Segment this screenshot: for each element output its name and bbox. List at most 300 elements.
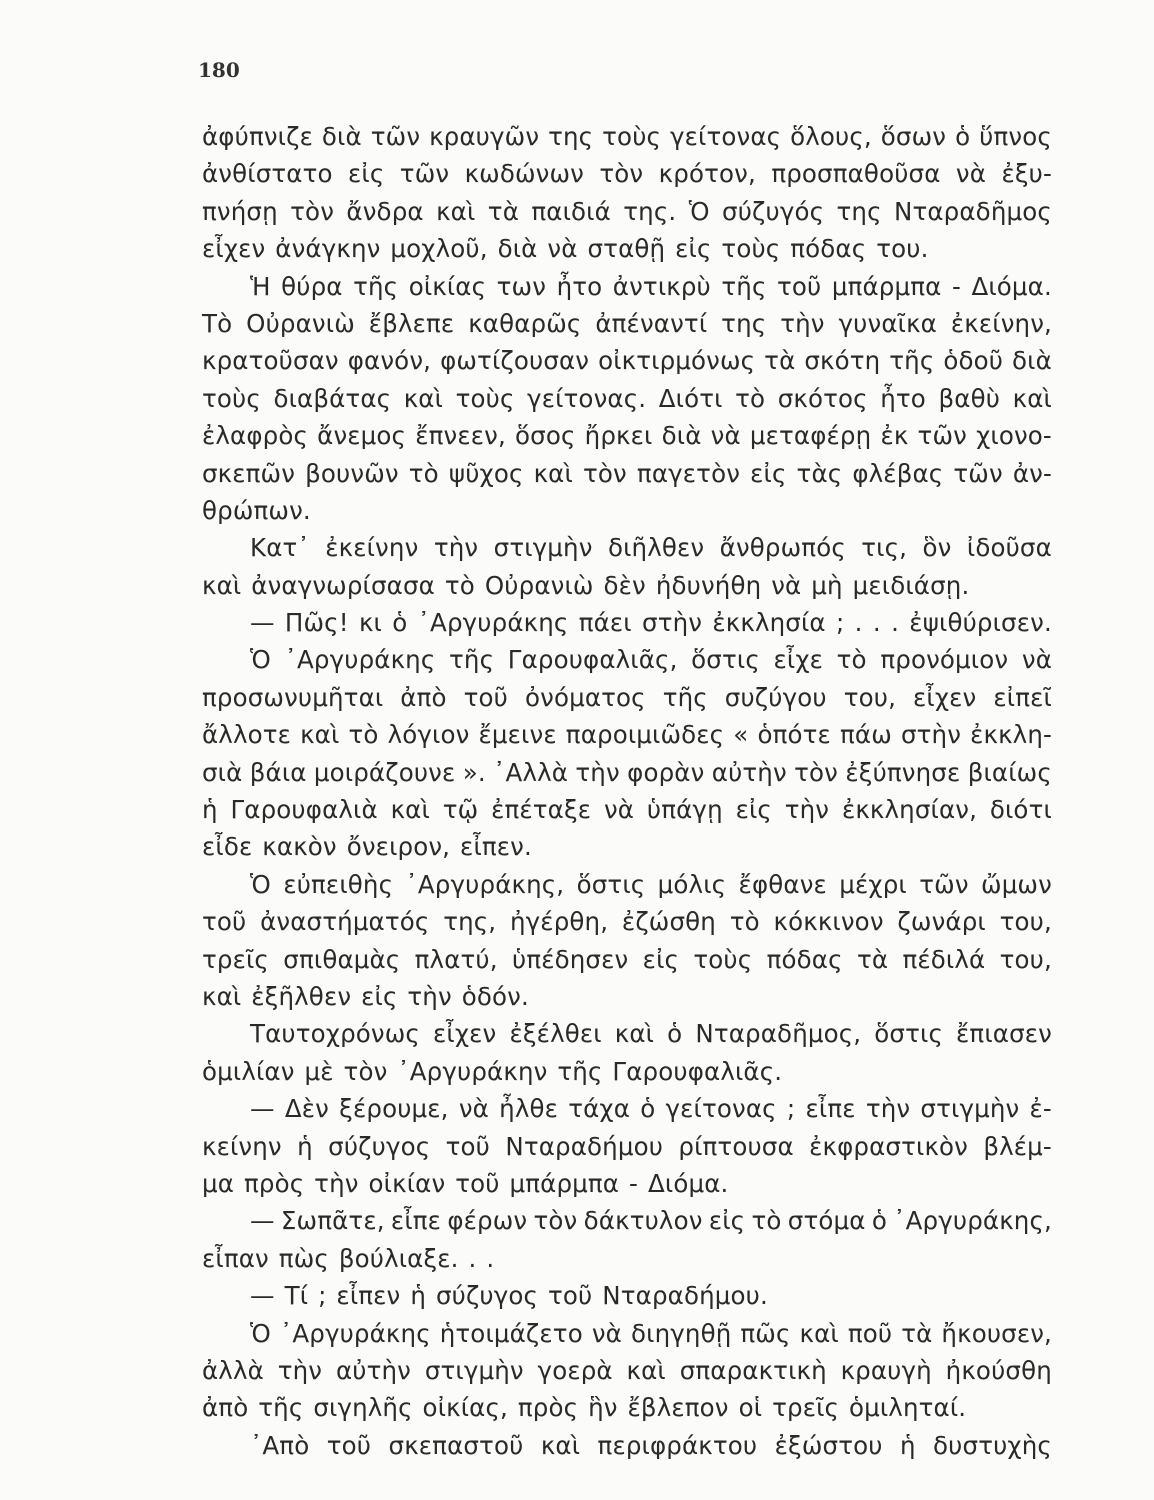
word: — [250, 1094, 275, 1124]
page-number: 180 [198, 58, 240, 82]
word: ἀνθίστατο [202, 159, 333, 189]
word: « [733, 720, 749, 750]
word: γείτονας [670, 122, 782, 151]
text-line [202, 1165, 1052, 1202]
word: παροιμιῶδες [565, 720, 725, 750]
word: καὶ [1012, 383, 1052, 413]
word: ἐ- [1029, 1094, 1052, 1124]
word: Ταυτοχρόνως [250, 1019, 420, 1049]
word: ᾽Αργυράκης, [405, 869, 565, 899]
word: κρότον, [658, 159, 756, 189]
word: σκότη [804, 346, 881, 376]
word: τῆς [353, 271, 399, 301]
word: ἔβλεπε [368, 308, 455, 338]
text-line [202, 1352, 1052, 1389]
word: ἡ [202, 795, 218, 825]
word: φορὰν [627, 757, 705, 787]
word: ἄνδρα [346, 196, 424, 226]
word: στιγμὴν [424, 1355, 524, 1385]
word: σκότος [777, 383, 868, 413]
word: τῆς [889, 346, 935, 376]
word: Ὁ [250, 869, 271, 899]
text-line-content: εἶπαν πὼς βούλιαξε. . . [202, 1243, 495, 1273]
text-line [202, 754, 1052, 791]
word: ὁ [392, 608, 408, 638]
word: προνόμιον [880, 645, 1009, 675]
word: τὸ [751, 1206, 782, 1236]
word: ἀπέναντί [595, 308, 708, 338]
word: εὐπειθὴς [283, 869, 394, 899]
word: καὶ [390, 795, 430, 825]
word: φλέβας [852, 458, 944, 488]
word: νὰ [710, 421, 741, 451]
word: ὁ [871, 1206, 887, 1236]
text-line [202, 193, 1052, 230]
word: θύρα [281, 271, 343, 301]
word: Ἡ [250, 271, 271, 301]
word: ; [786, 1094, 796, 1124]
word: Οὐρανιὼ [246, 308, 355, 338]
word: Ὁ [688, 196, 710, 226]
text-line [202, 1053, 1052, 1090]
word: τὰ [764, 346, 796, 376]
word: διὰ [1012, 346, 1052, 376]
text-line [202, 1090, 1052, 1127]
word: ἐπέταξε [491, 795, 592, 825]
text-line [202, 268, 1052, 305]
word: ἦλθε [499, 1094, 558, 1124]
word: ἐκκλησία [712, 608, 826, 638]
word: Διότι [658, 383, 723, 413]
word: διαβάτας [273, 383, 392, 413]
word: νὰ [603, 795, 635, 825]
word: ἀφύπνιζε [202, 122, 313, 151]
text-line [202, 155, 1052, 192]
word: ἡ [297, 1131, 313, 1161]
word: μεταφέρῃ [749, 421, 872, 451]
word: πνήσῃ [202, 196, 278, 226]
word: γοερὰ [537, 1355, 613, 1385]
word: ᾽Αλλὰ [493, 757, 569, 787]
word: Πῶς! [284, 608, 349, 638]
text-line [202, 1202, 1052, 1239]
word: — [250, 1206, 275, 1236]
word: ἐκκλησίαν, [841, 795, 978, 825]
word: ἐξύπνησε [845, 757, 961, 787]
word: ὤμων [981, 869, 1052, 899]
word: κρατοῦσαν [202, 346, 339, 376]
word: ρίπτουσα [678, 1131, 794, 1161]
word: ἦτο [880, 383, 926, 413]
word: ᾽Απὸ [250, 1430, 310, 1460]
word: νὰ [458, 1094, 489, 1124]
word: . [891, 608, 900, 638]
word: μέχρι [839, 869, 907, 899]
word: - [951, 271, 961, 301]
word: φέρων [447, 1206, 528, 1236]
word: δυστυχὴς [933, 1430, 1052, 1460]
text-line-content: ἀπὸ τῆς σιγηλῆς οἰκίας, πρὸς ἣν ἔβλεπον οἱ τρεῖς ὁμιληταί. [202, 1393, 967, 1423]
word: νὰ [591, 1318, 622, 1348]
word: τῆς [449, 645, 495, 675]
word: ἠκούσθη [945, 1355, 1052, 1385]
word: τῶν [919, 869, 969, 899]
word: τοὺς [602, 122, 662, 151]
word: ἐκ [880, 421, 909, 451]
word: στόμα [787, 1206, 866, 1236]
word: καὶ [626, 1355, 666, 1385]
word: κείνην [202, 1131, 282, 1161]
word: τις, [861, 533, 908, 563]
word: ὁ [640, 1094, 656, 1124]
word: σπαρακτικὴ [679, 1355, 827, 1385]
word: ἀντικρὺ [612, 271, 711, 301]
word: προσπαθοῦσα [771, 159, 941, 189]
word: τῶν [370, 122, 421, 151]
word: σιὰ [202, 757, 243, 787]
word: ἐξέλθει [509, 1019, 602, 1049]
word: του, [843, 682, 897, 712]
text-line [202, 305, 1052, 342]
word: ἤρκει [584, 421, 653, 451]
word: ὀνόματος [524, 682, 646, 712]
text-line [202, 641, 1052, 678]
text-line [202, 342, 1052, 379]
word: γυναῖκα [838, 308, 937, 338]
word: τῆς [721, 271, 767, 301]
text-line-content: ὁμιλίαν μὲ τὸν ᾽Αργυράκην τῆς Γαρουφαλιᾶς. [202, 1056, 783, 1086]
word: τὰ [901, 1318, 933, 1348]
text-line [202, 866, 1052, 903]
text-line [202, 567, 1052, 604]
word: βάια [249, 757, 307, 787]
text-line [202, 604, 1052, 641]
word: τὰ [856, 944, 889, 974]
text-line [202, 455, 1052, 492]
text-line [202, 1277, 1052, 1314]
word: τὸν [533, 1206, 578, 1236]
text-line [202, 1389, 1052, 1426]
word: ὅλους, [790, 122, 872, 151]
word: της [836, 196, 882, 226]
word: ἐλαφρὸς [202, 421, 309, 451]
text-line [202, 417, 1052, 454]
word: βιαίως [967, 757, 1052, 787]
word: τῶν [917, 421, 967, 451]
word: βλέμ- [983, 1131, 1052, 1161]
word: κραυγῶν [429, 122, 540, 151]
word: δάκτυλον [583, 1206, 703, 1236]
word: τὸ [735, 383, 766, 413]
word: διῆλθεν [607, 533, 705, 563]
word: εἰς [750, 458, 787, 488]
word: πάω [840, 720, 892, 750]
word: παιδιά [531, 196, 611, 226]
word: κόκκινον [773, 907, 884, 937]
word: τοῦ [463, 682, 508, 712]
word: εἰς [642, 944, 680, 974]
word: της. [623, 196, 677, 226]
word: ὁ [667, 1019, 683, 1049]
word: καὶ [300, 720, 340, 750]
word: φανόν, [347, 346, 432, 376]
word: καὶ [403, 383, 444, 413]
word: ὃν [922, 533, 952, 563]
word: ὑπέδησεν [512, 944, 629, 974]
word: στὴν [642, 608, 703, 638]
word: τὸν [794, 757, 839, 787]
word: τοὺς [693, 944, 753, 974]
text-line [202, 828, 1052, 865]
word: ἐκκλη- [970, 720, 1052, 750]
word: γείτονας. [527, 383, 647, 413]
word: ἦτο [556, 271, 603, 301]
word: ξέρουμε, [339, 1094, 449, 1124]
word: ὑπάγῃ [646, 795, 723, 825]
word: τοῦ [776, 271, 822, 301]
word: τάχα [568, 1094, 630, 1124]
word: τῆς [662, 682, 708, 712]
word: ἀλλὰ [202, 1355, 264, 1385]
word: ψῦχος [448, 458, 524, 488]
word: . [872, 608, 881, 638]
text-line-content: εἶδε κακὸν ὄνειρον, εἶπεν. [202, 832, 532, 862]
word: τὰ [487, 196, 519, 226]
word: διότι [989, 795, 1052, 825]
word: ὅσος [515, 421, 576, 451]
word: τοὺς [455, 383, 515, 413]
word: κι [358, 608, 382, 638]
text-line [202, 1240, 1052, 1277]
word: ὅστις [691, 645, 760, 675]
text-line-content: εἶχεν ἀνάγκην μοχλοῦ, διὰ νὰ σταθῇ εἰς τοὺς πόδας του. [202, 234, 929, 264]
word: ὁπότε [757, 720, 831, 750]
word: της [548, 122, 594, 151]
word: σπιθαμὰς [283, 944, 401, 974]
word: τῷ [442, 795, 479, 825]
text-line [202, 1015, 1052, 1052]
word: ἄλλοτε [202, 720, 292, 750]
word: τὴν [784, 795, 830, 825]
word: ᾽Αργυράκης, [893, 1206, 1052, 1236]
word: Νταραδῆμος, [695, 1019, 862, 1049]
word: εἶχεν [913, 682, 977, 712]
word: σκεπαστοῦ [388, 1430, 524, 1460]
word: ἐκείνην [325, 533, 419, 563]
word: εἰπεῖ [993, 682, 1052, 712]
word: καὶ [436, 196, 476, 226]
word: κραυγὴ [840, 1355, 932, 1385]
word: τὴν [865, 1094, 911, 1124]
word: εἶχεν [433, 1019, 497, 1049]
word: διὰ [661, 421, 702, 451]
word: τὴν [780, 308, 825, 338]
text-line [202, 903, 1052, 940]
text-line-content: καὶ ἐξῆλθεν εἰς τὴν ὁδόν. [202, 981, 529, 1011]
text-line [202, 941, 1052, 978]
text-line [202, 529, 1052, 566]
word: ἔπνεεν, [415, 421, 506, 451]
word: ἐκείνην, [950, 308, 1052, 338]
word: διηγηθῇ [630, 1318, 732, 1348]
word: ἐψιθύρισεν. [909, 608, 1052, 638]
text-line [202, 380, 1052, 417]
word: της [721, 308, 767, 338]
word: καὶ [614, 1019, 655, 1049]
word: σύζυγος [328, 1131, 431, 1161]
word: λόγιον [387, 720, 470, 750]
word: ἀναστήματός [260, 907, 430, 937]
word: τὸν [582, 458, 627, 488]
word: τοῦ [326, 1430, 372, 1460]
word: ὁδοῦ [943, 346, 1004, 376]
word: ὅστις [874, 1019, 943, 1049]
text-line [202, 492, 1052, 529]
text-line [202, 1128, 1052, 1165]
text-line [202, 679, 1052, 716]
text-line [202, 230, 1052, 267]
word: ἀν- [1012, 458, 1052, 488]
word: Δὲν [284, 1094, 329, 1124]
word: ὁ [955, 122, 971, 151]
word: Ὁ [250, 1318, 271, 1348]
text-line [202, 791, 1052, 828]
text-line [202, 1315, 1052, 1352]
word: εἶπε [390, 1206, 442, 1236]
word: τὸ [729, 907, 760, 937]
word: προσωνυμῆται [202, 682, 384, 712]
word: καθαρῶς [468, 308, 582, 338]
word: ἐκφραστικὸν [809, 1131, 969, 1161]
word: νὰ [1021, 645, 1052, 675]
word: μοιράζουνε [313, 757, 456, 787]
word: σύζυγός [722, 196, 825, 226]
word: καὶ [799, 1318, 839, 1348]
word: αὐτὴν [335, 1355, 411, 1385]
word: ὅστις [576, 869, 646, 899]
word: παγετὸν [636, 458, 741, 488]
word: φωτίζουσαν [440, 346, 590, 376]
word: ἐξώστου [774, 1430, 883, 1460]
word: Σωπᾶτε, [280, 1206, 385, 1236]
word: Ὁ [250, 645, 271, 675]
word: βουνῶν [305, 458, 399, 488]
word: αὐτὴν [711, 757, 787, 787]
word: Νταραδῆμος [894, 196, 1052, 226]
word: μόλις [657, 869, 727, 899]
word: ἤκουσεν, [941, 1318, 1052, 1348]
word: εἶπε [805, 1094, 856, 1124]
word: γείτονας [665, 1094, 777, 1124]
word: τὰς [796, 458, 843, 488]
text-line-content: θρώπων. [202, 495, 311, 525]
word: Γαρουφαλιὰ [230, 795, 378, 825]
word: τὸν [290, 196, 335, 226]
word: ἔπιασεν [956, 1019, 1052, 1049]
word: στὴν [900, 720, 962, 750]
word: ἐξυ- [1001, 159, 1052, 189]
word: νὰ [955, 159, 987, 189]
word: ζωνάρι [897, 907, 986, 937]
word: τὴν [277, 1355, 323, 1385]
text-line [202, 716, 1052, 753]
word: πῶς [740, 1318, 791, 1348]
word: της, [443, 907, 497, 937]
word: στιγμὴν [920, 1094, 1020, 1124]
word: κωδώνων [464, 159, 584, 189]
text-line-content: μα πρὸς τὴν οἰκίαν τοῦ μπάρμπα - Διόμα. [202, 1168, 729, 1198]
word: πλατύ, [414, 944, 498, 974]
word: — [250, 608, 275, 638]
word: στιγμὴν [493, 533, 593, 563]
word: τὸ [408, 458, 439, 488]
word: των [496, 271, 547, 301]
word: ; [835, 608, 845, 638]
word: οἰκτιρμόνως [598, 346, 756, 376]
word: ἡ [899, 1430, 916, 1460]
word: του, [999, 907, 1052, 937]
word: . [854, 608, 863, 638]
word: ἠγέρθη, [509, 907, 609, 937]
word: ἰδοῦσα [966, 533, 1052, 563]
word: τοῦ [202, 907, 247, 937]
word: τρεῖς [202, 944, 269, 974]
body-text [202, 118, 1052, 1464]
word: ποῦ [847, 1318, 893, 1348]
word: ἔμεινε [478, 720, 557, 750]
text-line-content: καὶ ἀναγνωρίσασα τὸ Οὐρανιὼ δὲν ἠδυνήθη νὰ μὴ μειδιάσῃ. [202, 570, 970, 600]
word: ἀπὸ [400, 682, 447, 712]
text-line [202, 978, 1052, 1015]
word: ὕπνος [979, 122, 1052, 151]
word: πέδιλά [902, 944, 986, 974]
text-line [202, 118, 1052, 155]
word: ». [462, 757, 486, 787]
word: ἄνεμος [317, 421, 407, 451]
word: καὶ [540, 1430, 581, 1460]
word: τῶν [399, 159, 450, 189]
word: ἡτοιμάζετο [439, 1318, 583, 1348]
word: τὴν [575, 757, 620, 787]
text-line [202, 1427, 1052, 1464]
word: περιφράκτου [597, 1430, 758, 1460]
word: τὴν [433, 533, 479, 563]
word: Κατ᾽ [250, 533, 310, 563]
word: ᾽Αργυράκης [417, 608, 569, 638]
word: συζύγου [724, 682, 827, 712]
word: οἰκίας [408, 271, 487, 301]
word: ἔφθανε [738, 869, 827, 899]
word: τοὺς [202, 383, 261, 413]
word: καὶ [533, 458, 573, 488]
word: πάει [578, 608, 632, 638]
word: εἰς [708, 1206, 746, 1236]
word: ᾽Αργυράκης [279, 1318, 431, 1348]
word: εἰς [735, 795, 772, 825]
word: ὅσων [880, 122, 947, 151]
word: του, [999, 944, 1052, 974]
word: βαθὺ [938, 383, 1001, 413]
word: ἐζώσθη [621, 907, 716, 937]
word: σκεπῶν [202, 458, 296, 488]
word: Διόμα. [971, 271, 1052, 301]
word: τὸ [348, 720, 379, 750]
word: τῶν [953, 458, 1003, 488]
word: εἶχε [773, 645, 824, 675]
word: ἄνθρωπός [719, 533, 846, 563]
text-line-content: — Τί ; εἶπεν ἡ σύζυγος τοῦ Νταραδήμου. [250, 1281, 768, 1311]
word: Γαρουφαλιᾶς, [507, 645, 678, 675]
